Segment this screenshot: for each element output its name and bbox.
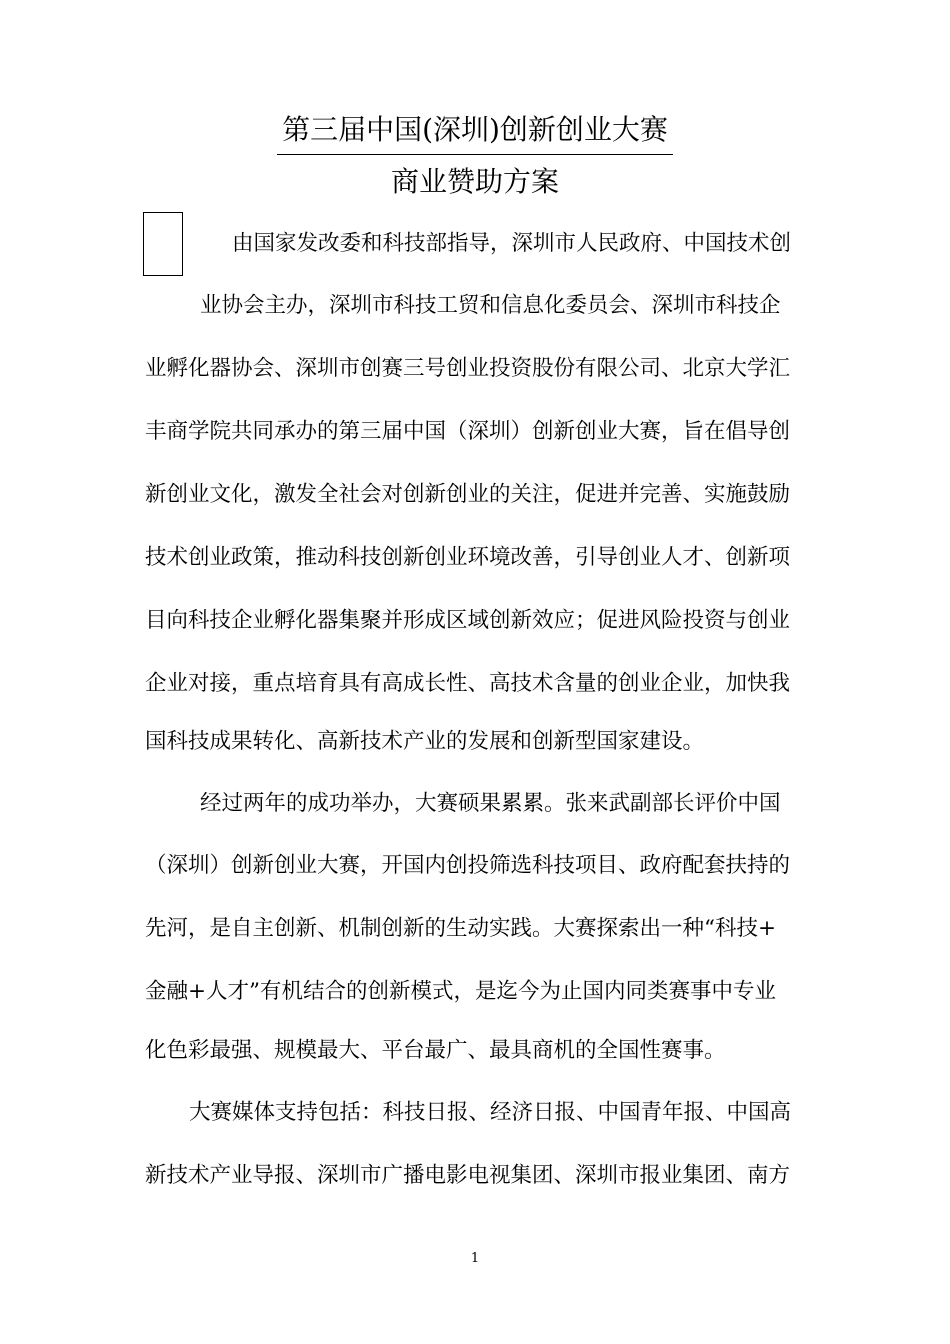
title-underline [277, 154, 673, 155]
paragraph-1-line: 国科技成果转化、高新技术产业的发展和创新型国家建设。 [145, 729, 705, 754]
paragraph-2-line: 先河，是自主创新、机制创新的生动实践。大赛探索出一种“科技+ [145, 916, 777, 941]
paragraph-1-line: 业协会主办，深圳市科技工贸和信息化委员会、深圳市科技企 [200, 293, 781, 318]
paragraph-1-line: 技术创业政策，推动科技创新创业环境改善，引导创业人才、创新项 [145, 545, 791, 570]
paragraph-2-line: 化色彩最强、规模最大、平台最广、最具商机的全国性赛事。 [145, 1038, 726, 1063]
paragraph-1-line: 企业对接，重点培育具有高成长性、高技术含量的创业企业，加快我 [145, 671, 791, 696]
paragraph-1-line: 由国家发改委和科技部指导，深圳市人民政府、中国技术创 [232, 231, 792, 256]
paragraph-3-line: 大赛媒体支持包括：科技日报、经济日报、中国青年报、中国高 [189, 1100, 792, 1125]
paragraph-2-line: 经过两年的成功举办，大赛硕果累累。张来武副部长评价中国 [200, 791, 781, 816]
page-number: 1 [470, 1251, 480, 1266]
paragraph-1-line: 丰商学院共同承办的第三届中国（深圳）创新创业大赛，旨在倡导创 [145, 419, 791, 444]
paragraph-1-line: 业孵化器协会、深圳市创赛三号创业投资股份有限公司、北京大学汇 [145, 356, 791, 381]
paragraph-1-line: 新创业文化，激发全社会对创新创业的关注，促进并完善、实施鼓励 [145, 482, 791, 507]
paragraph-1-line: 目向科技企业孵化器集聚并形成区域创新效应；促进风险投资与创业 [145, 608, 791, 633]
empty-box [143, 212, 183, 276]
paragraph-3-line: 新技术产业导报、深圳市广播电影电视集团、深圳市报业集团、南方 [145, 1163, 791, 1188]
document-subtitle: 商业赞助方案 [390, 165, 559, 198]
paragraph-2-line: 金融+人才”有机结合的创新模式，是迄今为止国内同类赛事中专业 [145, 979, 777, 1004]
paragraph-2-line: （深圳）创新创业大赛，开国内创投筛选科技项目、政府配套扶持的 [145, 853, 791, 878]
document-title: 第三届中国(深圳)创新创业大赛 [282, 113, 668, 146]
